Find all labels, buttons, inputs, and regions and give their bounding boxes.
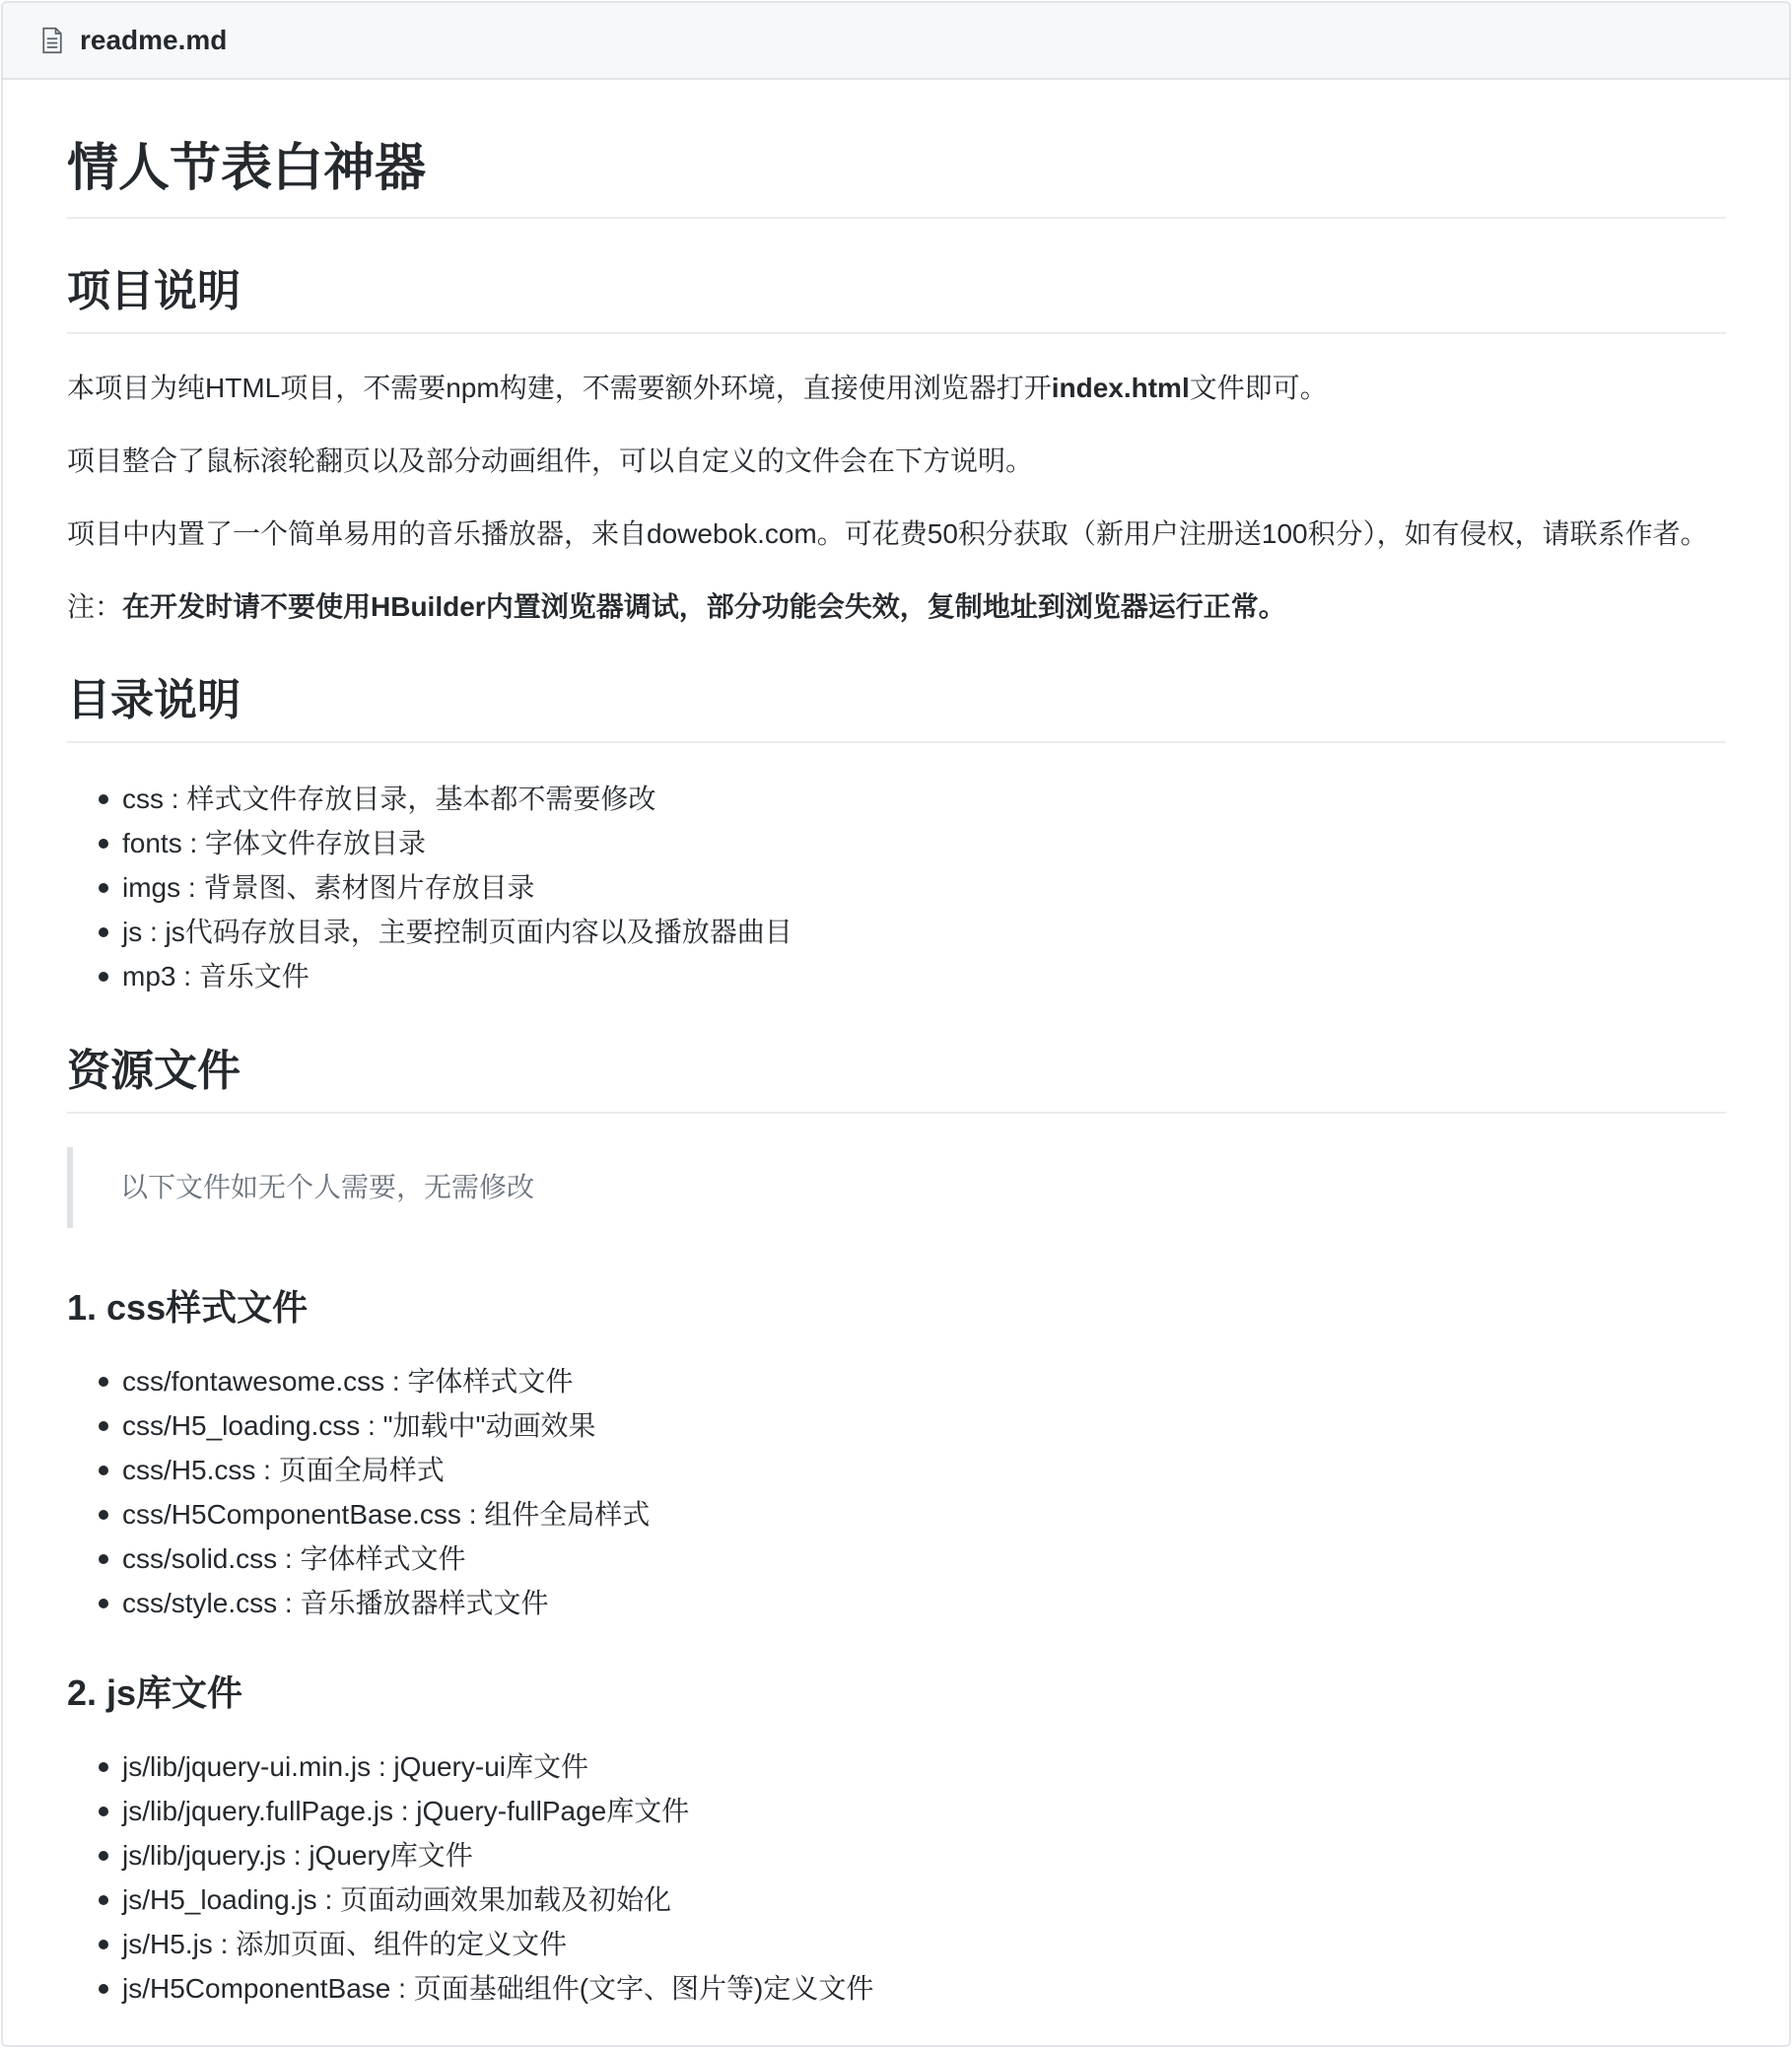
intro-paragraph-1: [67, 368, 1726, 409]
list-item: js/H5.js : 添加页面、组件的定义文件: [99, 1922, 1726, 1966]
file-text-icon: [40, 27, 64, 54]
markdown-body: [3, 80, 1789, 2011]
list-item: css/H5_loading.css : "加载中"动画效果: [99, 1403, 1726, 1448]
intro-paragraph-3: 项目中内置了一个简单易用的音乐播放器，来自dowebok.com。可花费50积分获取（新用户注册送100积分），如有侵权，请联系作者。: [67, 518, 1708, 549]
file-name[interactable]: readme.md: [80, 25, 228, 55]
intro-note: [67, 586, 1726, 628]
list-item: imgs : 背景图、素材图片存放目录: [99, 865, 1726, 910]
list-item: css : 样式文件存放目录，基本都不需要修改: [99, 777, 1726, 821]
list-item: css/fontawesome.css : 字体样式文件: [99, 1359, 1726, 1403]
list-item: js/H5ComponentBase : 页面基础组件(文字、图片等)定义文件: [99, 1966, 1726, 2011]
note-bold: 在开发时请不要使用HBuilder内置浏览器调试，部分功能会失效，复制地址到浏览器运行正常。: [122, 591, 1286, 622]
note-prefix: 注：: [67, 591, 123, 622]
intro-p1-bold: index.html: [1051, 373, 1190, 403]
list-item: css/solid.css : 字体样式文件: [99, 1536, 1726, 1581]
doc-title: 情人节表白神器: [67, 137, 1726, 219]
resources-quote: 以下文件如无个人需要，无需修改: [67, 1147, 1726, 1228]
list-item: fonts : 字体文件存放目录: [99, 821, 1726, 865]
css-files-list: [67, 1359, 1726, 1625]
list-item: js/lib/jquery.js : jQuery库文件: [99, 1833, 1726, 1877]
list-item: js : js代码存放目录，主要控制页面内容以及播放器曲目: [99, 910, 1726, 954]
heading-intro: 项目说明: [67, 264, 1726, 334]
intro-paragraph-2: 项目整合了鼠标滚轮翻页以及部分动画组件，可以自定义的文件会在下方说明。: [67, 445, 1034, 476]
heading-resources: 资源文件: [67, 1044, 1726, 1114]
js-files-list: [67, 1744, 1726, 2011]
heading-dirs: 目录说明: [67, 673, 1726, 743]
list-item: js/lib/jquery-ui.min.js : jQuery-ui库文件: [99, 1744, 1726, 1789]
intro-p1-text: 本项目为纯HTML项目，不需要npm构建，不需要额外环境，直接使用浏览器打开: [67, 373, 1052, 403]
heading-css-files: 1. css样式文件: [67, 1287, 309, 1328]
heading-js-files: 2. js库文件: [67, 1673, 243, 1713]
list-item: css/style.css : 音乐播放器样式文件: [99, 1581, 1726, 1625]
list-item: css/H5ComponentBase.css : 组件全局样式: [99, 1492, 1726, 1536]
dirs-list: [67, 777, 1726, 998]
list-item: mp3 : 音乐文件: [99, 954, 1726, 998]
list-item: js/lib/jquery.fullPage.js : jQuery-fullPage库文件: [99, 1789, 1726, 1833]
list-item: js/H5_loading.js : 页面动画效果加载及初始化: [99, 1877, 1726, 1922]
readme-panel: [1, 1, 1791, 2047]
list-item: css/H5.css : 页面全局样式: [99, 1448, 1726, 1492]
intro-p1-text-end: 文件即可。: [1189, 373, 1328, 403]
file-header: [3, 3, 1789, 80]
